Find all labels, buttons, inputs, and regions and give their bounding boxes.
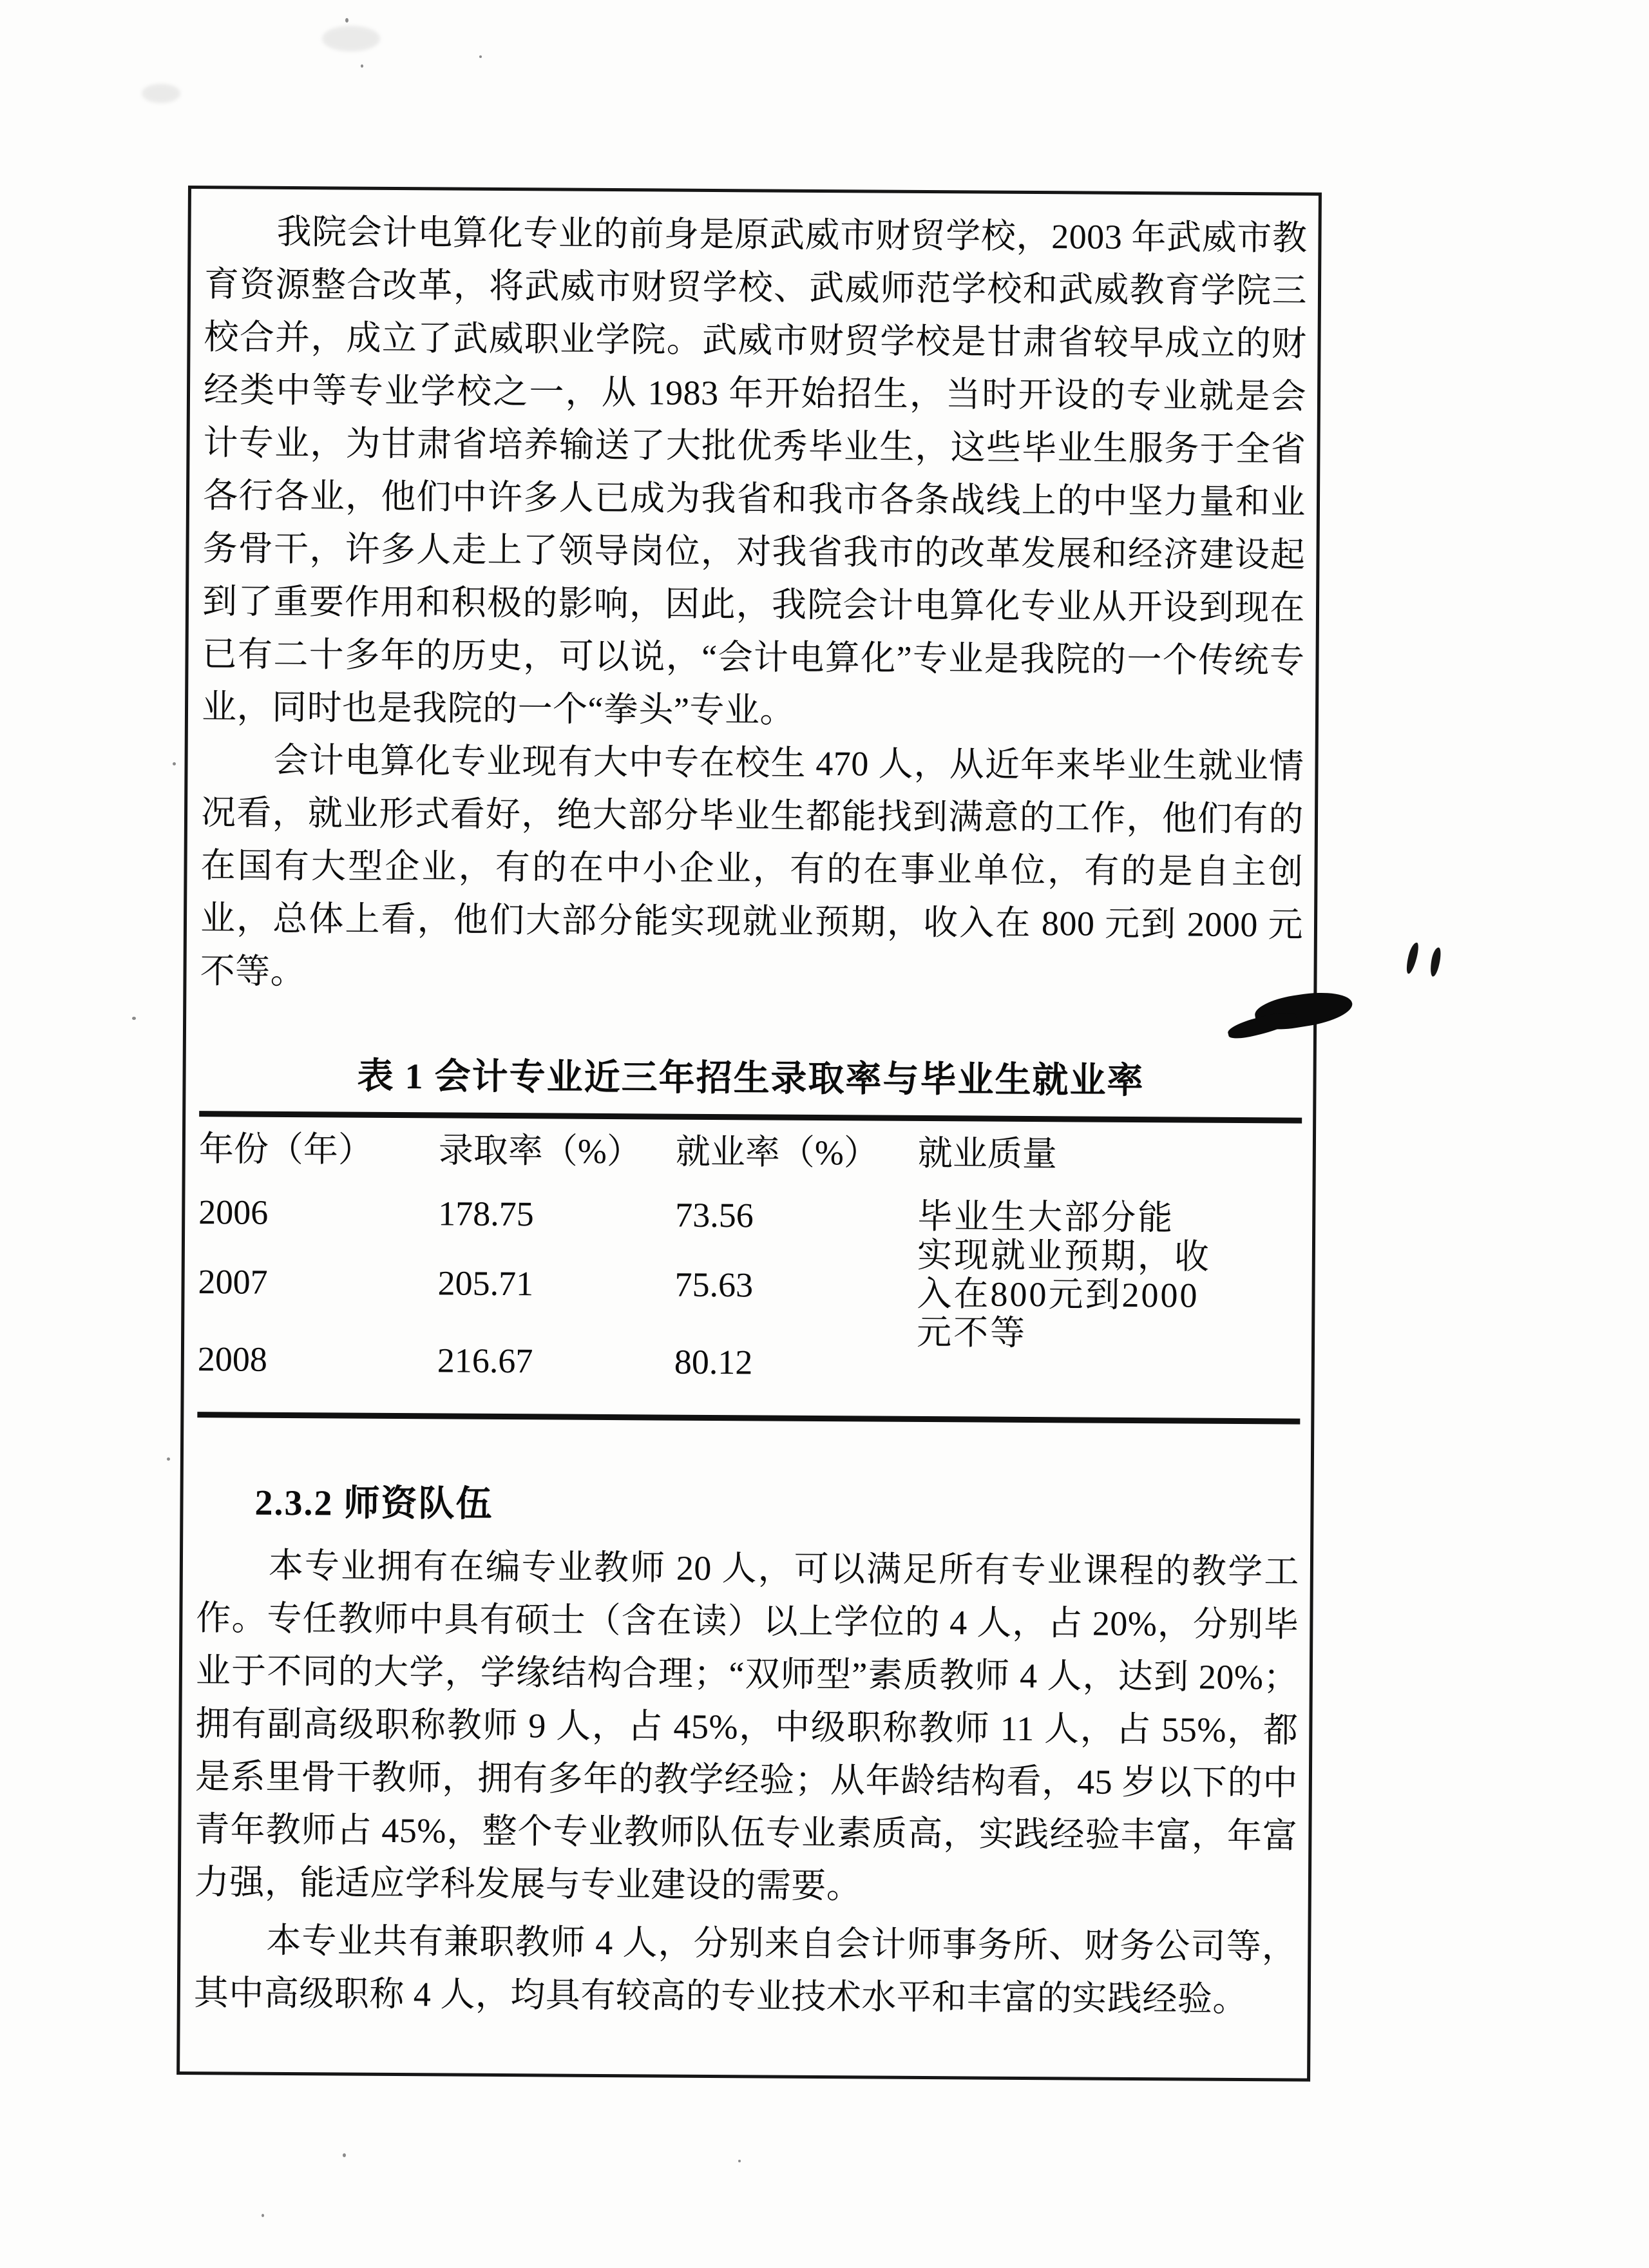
paragraph-faculty-team: 本专业拥有在编专业教师 20 人，可以满足所有专业课程的教学工作。专任教师中具有硕士（含在读）以上学位的 4 人，占 20%，分别毕业于不同的大学，学缘结构合理；“双师型”素质教师 4 人，达到 20%；拥有副高级职称教师 9 人，占 45%，中级职称教师 11 人，占 55%，都是系里骨干教师，拥有多年的教学经验；从年龄结构看，45 岁以下的中青年教师占 45%，整个专业教师队伍专业素质高，实践经验丰富，年富力强，能适应学科发展与专业建设的需要。 [194,1546,1300,1906]
scan-speck [345,18,348,23]
section-heading-faculty: 2.3.2 师资队伍 [254,1483,493,1524]
table-cell-year-2008: 2008 [197,1340,268,1379]
table-caption: 表 1 会计专业近三年招生录取率与毕业生就业率 [357,1056,1145,1102]
table-header-employment-rate: 就业率（%） [675,1132,879,1173]
table-header-employment-quality: 就业质量 [917,1133,1058,1174]
scan-speck [262,2214,264,2217]
table-cell-year-2007: 2007 [198,1262,268,1302]
table-cell-employment-2006: 73.56 [675,1195,754,1235]
table-cell-employment-2008: 80.12 [674,1342,753,1382]
table-header-year: 年份（年） [198,1129,374,1169]
table-cell-admission-2008: 216.67 [437,1341,533,1381]
table-cell-year-2006: 2006 [198,1193,269,1232]
scan-speck [479,55,482,58]
paragraph-program-history: 我院会计电算化专业的前身是原武威市财贸学校，2003 年武威市教育资源整合改革，将武威市财贸学校、武威师范学校和武威教育学院三校合并，成立了武威职业学院。武威市财贸学校是甘肃省较早成立的财经类中等专业学校之一，从 1983 年开始招生，当时开设的专业就是会计专业，为甘肃省培养输送了大批优秀毕业生，这些毕业生服务于全省各行各业，他们中许多人已成为我省和我市各条战线上的中坚力量和业务骨干，许多人走上了领导岗位，对我省我市的改革发展和经济建设起到了重要作用和积极的影响，因此，我院会计电算化专业从开设到现在已有二十多年的历史，可以说，“会计电算化”专业是我院的一个传统专业，同时也是我院的一个“拳头”专业。 [201,212,1308,730]
admission-employment-table [197,1111,1302,1424]
scan-speck [343,2153,346,2157]
table-header-admission-rate: 录取率（%） [438,1131,642,1171]
table-cell-admission-2007: 205.71 [437,1264,534,1303]
paragraph-part-time-teachers: 本专业共有兼职教师 4 人，分别来自会计师事务所、财务公司等，其中高级职称 4 人，均具有较高的专业技术水平和丰富的实践经验。 [193,1921,1297,2019]
scan-speck [167,1457,170,1461]
scan-speck [361,64,363,68]
scan-speck [738,2160,741,2162]
scan-speck [173,762,176,765]
table-cell-admission-2006: 178.75 [438,1194,534,1234]
table-cell-employment-2007: 75.63 [674,1265,754,1305]
scan-smear [322,26,380,52]
table-cell-employment-quality-note: 毕业生大部分能 实现就业预期，收 入在800元到2000 元不等 [916,1196,1212,1352]
scan-speck [132,1017,136,1020]
paragraph-enrollment-employment: 会计电算化专业现有大中专在校生 470 人，从近年来毕业生就业情况看，就业形式看好，绝大部分毕业生都能找到满意的工作，他们有的在国有大型企业，有的在中小企业，有的在事业单位，有的是自主创业，总体上看，他们大部分能实现就业预期，收入在 800 元到 2000 元不等。 [200,740,1304,992]
scan-smear [142,84,180,103]
document-content [194,186,1308,2026]
